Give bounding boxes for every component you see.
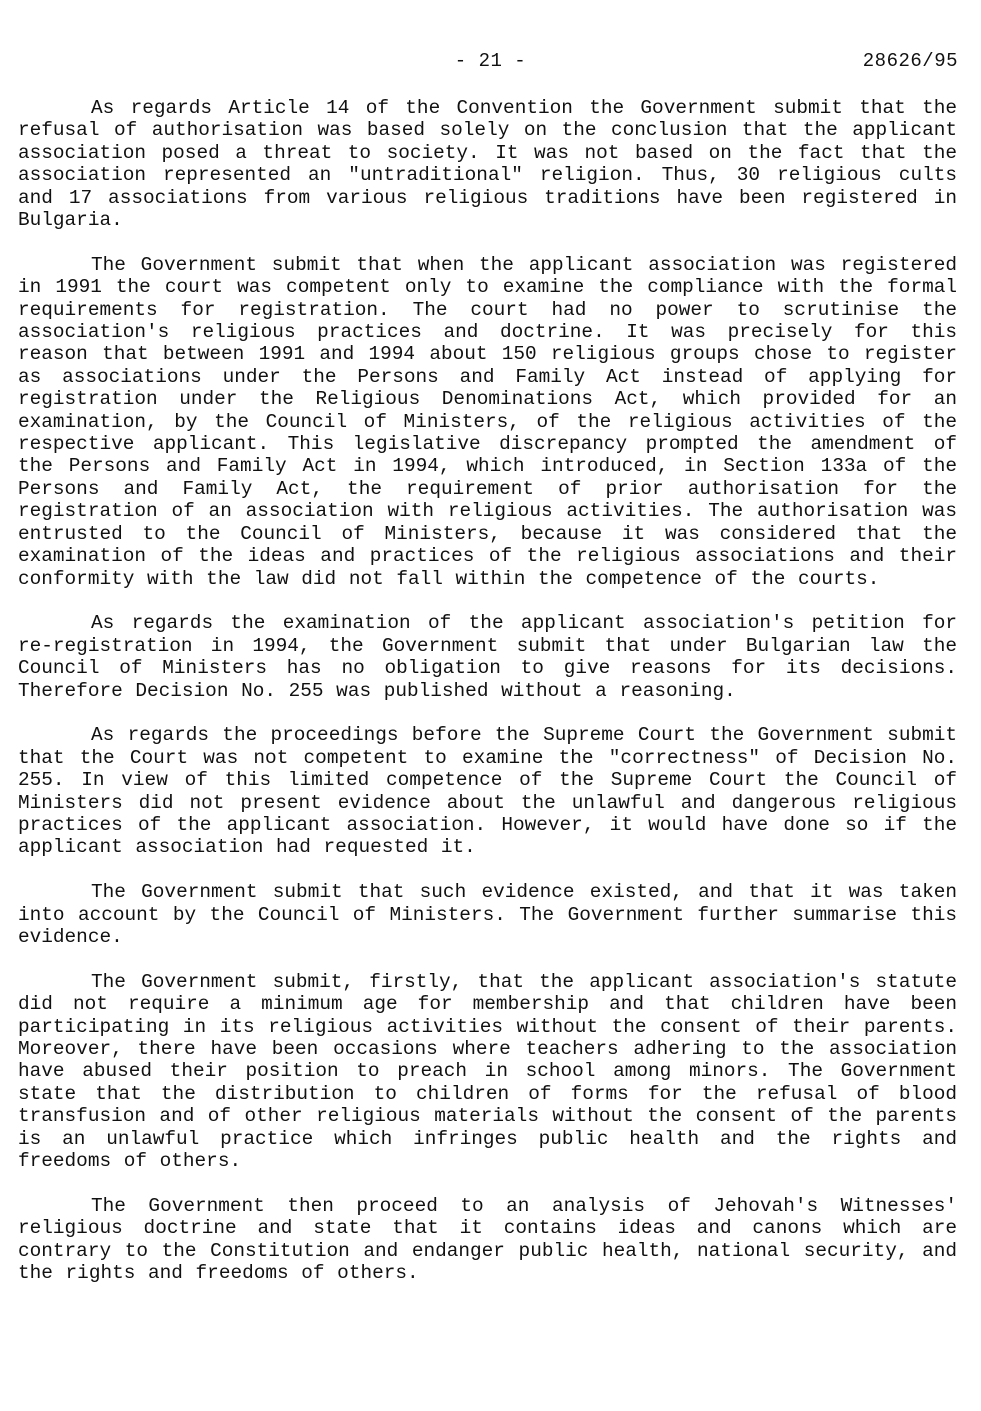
paragraph-evidence: The Government submit that such evidence existed, and that it was taken into account by the Council of Ministers. The Government further summarise this evidence.: [18, 881, 957, 948]
document-reference: 28626/95: [862, 50, 958, 72]
paragraph-re-registration-1994: As regards the examination of the applicant association's petition for re-registration in 1994, the Government submit that under Bulgarian law the Council of Ministers has no obligation to give reasons for its decisions. Therefore Decision No. 255 was published without a reasoning.: [18, 612, 957, 702]
paragraph-doctrine: The Government then proceed to an analysis of Jehovah's Witnesses' religious doctrine and state that it contains ideas and canons which are contrary to the Constitution and endanger public health, national security, and the rights and freedoms of others.: [18, 1194, 957, 1285]
paragraph-article-14: As regards Article 14 of the Convention the Government submit that the refusal of authorisation was based solely on the conclusion that the applicant association posed a threat to society. It was not based on the fact that the association represented an "untraditional" religion. Thus, 30 religious cults and 17 associations from various religious traditions have been registered in Bulgaria.: [18, 97, 957, 232]
paragraph-supreme-court: As regards the proceedings before the Supreme Court the Government submit that the Court was not competent to examine the "correctness" of Decision No. 255. In view of this limited competence of the Supreme Court the Council of Ministers did not present evidence about the unlawful and dangerous religious practices of the applicant association. However, it would have done so if the applicant association had requested it.: [18, 724, 957, 859]
paragraph-minors: The Government submit, firstly, that the applicant association's statute did not require a minimum age for membership and that children have been participating in its religious activities without the consent of their parents. Moreover, there have been occasions where teachers adhering to the association have abused their position to preach in school among minors. The Government state that the distribution to children of forms for the refusal of blood transfusion and of other religious materials without the consent of the parents is an unlawful practice which infringes public health and the rights and freedoms of others.: [18, 970, 957, 1173]
paragraph-registration-1991: The Government submit that when the applicant association was registered in 1991 the court was competent only to examine the compliance with the formal requirements for registration. The court had no power to scrutinise the association's religious practices and doctrine. It was precisely for this reason that between 1991 and 1994 about 150 religious groups chose to register as associations under the Persons and Family Act instead of applying for registration under the Religious Denominations Act, which provided for an examination, by the Council of Ministers, of the religious activities of the respective applicant. This legislative discrepancy prompted the amendment of the Persons and Family Act in 1994, which introduced, in Section 133a of the Persons and Family Act, the requirement of prior authorisation for the registration of an association with religious activities. The authorisation was entrusted to the Council of Ministers, because it was considered that the examination of the ideas and practices of the religious associations and their conformity with the law did not fall within the competence of the courts.: [18, 253, 957, 590]
body-text: [18, 97, 957, 1307]
page-number: - 21 -: [454, 50, 527, 72]
